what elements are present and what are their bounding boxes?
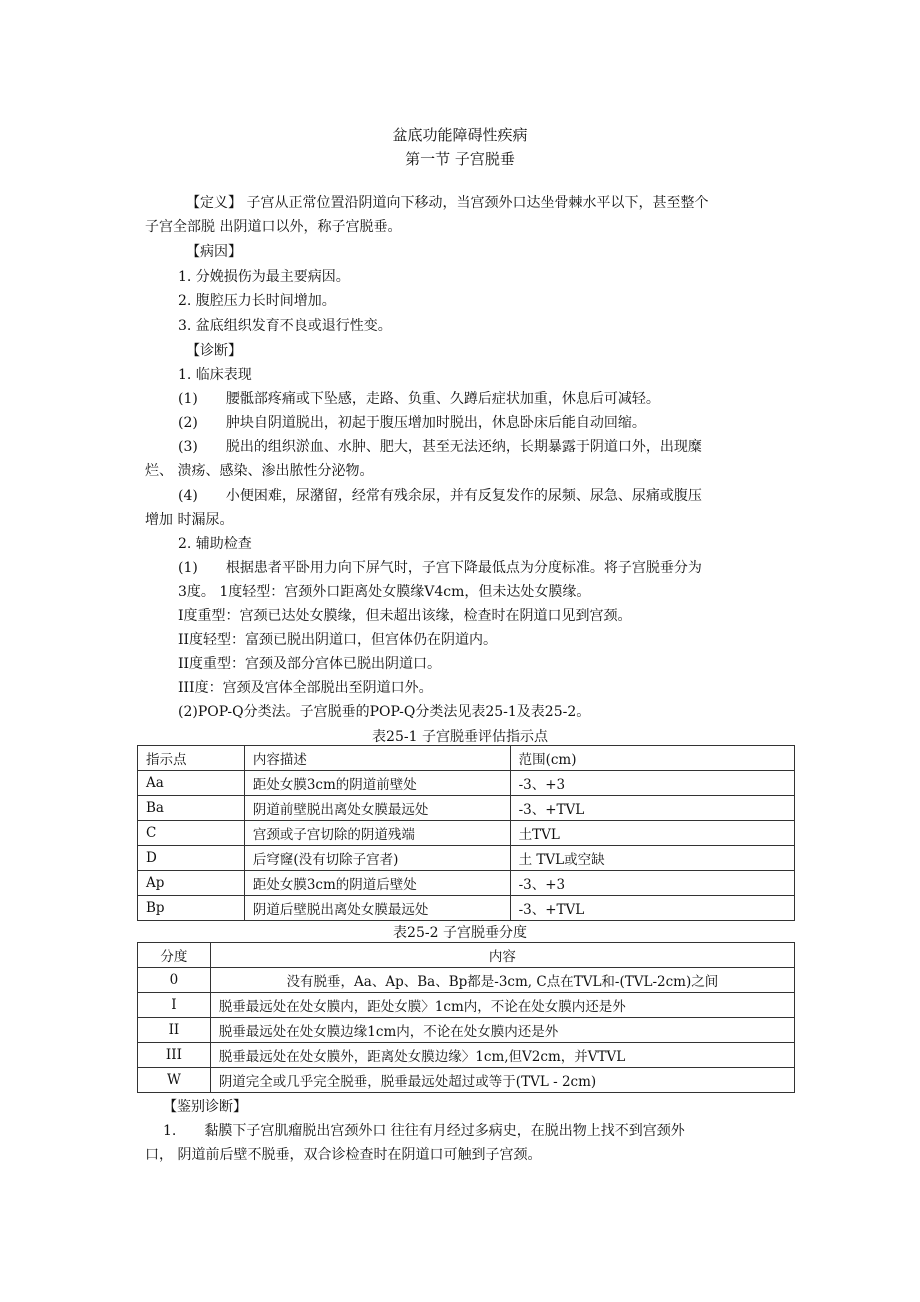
table-header-cell: 内容描述 — [244, 746, 510, 771]
table-header-row — [138, 746, 795, 771]
table-row — [138, 796, 795, 821]
table-cell: Aa — [138, 771, 245, 796]
table-row — [138, 993, 795, 1018]
table-cell: Bp — [138, 896, 245, 921]
cause-item-1: 1. 分娩损伤为最主要病因。 — [178, 269, 350, 285]
table-cell: III — [138, 1043, 211, 1068]
table-cell: 土 TVL或空缺 — [510, 846, 794, 871]
table-cell: -3、+TVL — [510, 796, 794, 821]
table-evaluation-points — [137, 745, 795, 921]
aux-exam-heading: 2. 辅助检查 — [178, 536, 252, 552]
table-cell: 0 — [138, 968, 211, 993]
clinical-item-2: (2) 肿块自阴道脱出，初起于腹压增加时脱出，休息卧床后能自动回缩。 — [178, 415, 646, 431]
table-row — [138, 771, 795, 796]
cause-item-2: 2. 腹腔压力长时间增加。 — [178, 293, 336, 309]
table-row — [138, 871, 795, 896]
clinical-item-3-cont: 烂、 溃疡、感染、渗出脓性分泌物。 — [145, 463, 374, 479]
table-cell: 阴道完全或几乎完全脱垂，脱垂最远处超过或等于(TVL - 2cm) — [210, 1068, 794, 1093]
table-cell: 后穹窿(没有切除子宫者) — [244, 846, 510, 871]
table-cell: 距处女膜3cm的阴道前壁处 — [244, 771, 510, 796]
table-cell: II — [138, 1018, 211, 1043]
table-cell: 宫颈或子宫切除的阴道残端 — [244, 821, 510, 846]
table-header-cell: 内容 — [210, 943, 794, 968]
table-cell: W — [138, 1068, 211, 1093]
clinical-item-4-cont: 增加 时漏尿。 — [145, 512, 234, 528]
table-cell: D — [138, 846, 245, 871]
definition-line-2: 子宫全部脱 出阴道口以外，称子宫脱垂。 — [145, 219, 402, 235]
table-row — [138, 1068, 795, 1093]
table-row — [138, 1043, 795, 1068]
table-header-cell: 范围(cm) — [510, 746, 794, 771]
definition-line-1: 【定义】 子宫从正常位置沿阴道向下移动，当宫颈外口达坐骨棘水平以下，甚至整个 — [186, 195, 709, 211]
aux-item-1: (1) 根据患者平卧用力向下屏气时，子宫下降最低点为分度标准。将子宫脱垂分为 — [178, 560, 702, 576]
grade-2-mild: II度轻型：富颈已脱出阴道口，但宫体仍在阴道内。 — [178, 632, 498, 648]
cause-heading: 【病因】 — [186, 244, 242, 260]
table1-caption: 表25-1 子宫脱垂评估指示点 — [372, 729, 548, 745]
table-cell: 脱垂最远处在处女膜内，距处女膜〉1cm内，不论在处女膜内还是外 — [210, 993, 794, 1018]
table-row — [138, 846, 795, 871]
table-cell: 没有脱垂，Aa、Ap、Ba、Bp都是-3cm, C点在TVL和-(TVL-2cm)之间 — [210, 968, 794, 993]
table-cell: C — [138, 821, 245, 846]
table-prolapse-grades — [137, 942, 795, 1093]
table-row — [138, 1018, 795, 1043]
table-cell: I — [138, 993, 211, 1018]
table-cell: 土TVL — [510, 821, 794, 846]
table-header-cell: 指示点 — [138, 746, 245, 771]
table-cell: 阴道前壁脱出离处女膜最远处 — [244, 796, 510, 821]
table-cell: 阴道后壁脱出离处女膜最远处 — [244, 896, 510, 921]
table2-caption: 表25-2 子宫脱垂分度 — [393, 925, 527, 941]
table-cell: 脱垂最远处在处女膜边缘1cm内，不论在处女膜内还是外 — [210, 1018, 794, 1043]
table-cell: -3、+3 — [510, 771, 794, 796]
table-cell: -3、+TVL — [510, 896, 794, 921]
aux-item-1-cont: 3度。 1度轻型：宫颈外口距离处女膜缘V4cm，但未达处女膜缘。 — [178, 584, 591, 600]
section-title: 第一节 子宫脱垂 — [405, 150, 515, 168]
table-row — [138, 821, 795, 846]
aux-item-2: (2)POP-Q分类法。子宫脱垂的POP-Q分类法见表25-1及表25-2。 — [178, 704, 591, 720]
differential-heading: 【鉴别诊断】 — [163, 1099, 247, 1115]
table-cell: -3、+3 — [510, 871, 794, 896]
clinical-item-3: (3) 脱出的组织淤血、水肿、肥大，甚至无法还纳，长期暴露于阴道口外，出现糜 — [178, 439, 702, 455]
grade-3: III度：宫颈及宫体全部脱出至阴道口外。 — [178, 680, 433, 696]
table-header-row — [138, 943, 795, 968]
cause-item-3: 3. 盆底组织发育不良或退行性变。 — [178, 318, 392, 334]
table-cell: Ap — [138, 871, 245, 896]
differential-item-1-cont: 口， 阴道前后壁不脱垂，双合诊检查时在阴道口可触到子宫颈。 — [145, 1147, 542, 1163]
grade-1-severe: I度重型：宫颈已达处女膜缘，但未超出该缘，检查时在阴道口见到宫颈。 — [178, 608, 632, 624]
grade-2-severe: II度重型：宫颈及部分宫体已脱出阴道口。 — [178, 656, 442, 672]
table-row — [138, 968, 795, 993]
table-header-cell: 分度 — [138, 943, 211, 968]
clinical-heading: 1. 临床表现 — [178, 367, 252, 383]
table-cell: Ba — [138, 796, 245, 821]
table-cell: 脱垂最远处在处女膜外，距离处女膜边缘〉1cm,但V2cm，并VTVL — [210, 1043, 794, 1068]
differential-item-1: 1. 黏膜下子宫肌瘤脱出宫颈外口 往往有月经过多病史，在脱出物上找不到宫颈外 — [163, 1123, 685, 1139]
clinical-item-4: (4) 小便困难，尿潴留，经常有残余尿，并有反复发作的尿频、尿急、尿痛或腹压 — [178, 488, 702, 504]
clinical-item-1: (1) 腰骶部疼痛或下坠感，走路、负重、久蹲后症状加重，休息后可减轻。 — [178, 391, 660, 407]
diagnosis-heading: 【诊断】 — [186, 343, 242, 359]
document-title: 盆底功能障碍性疾病 — [392, 126, 528, 144]
table-row — [138, 896, 795, 921]
table-cell: 距处女膜3cm的阴道后壁处 — [244, 871, 510, 896]
